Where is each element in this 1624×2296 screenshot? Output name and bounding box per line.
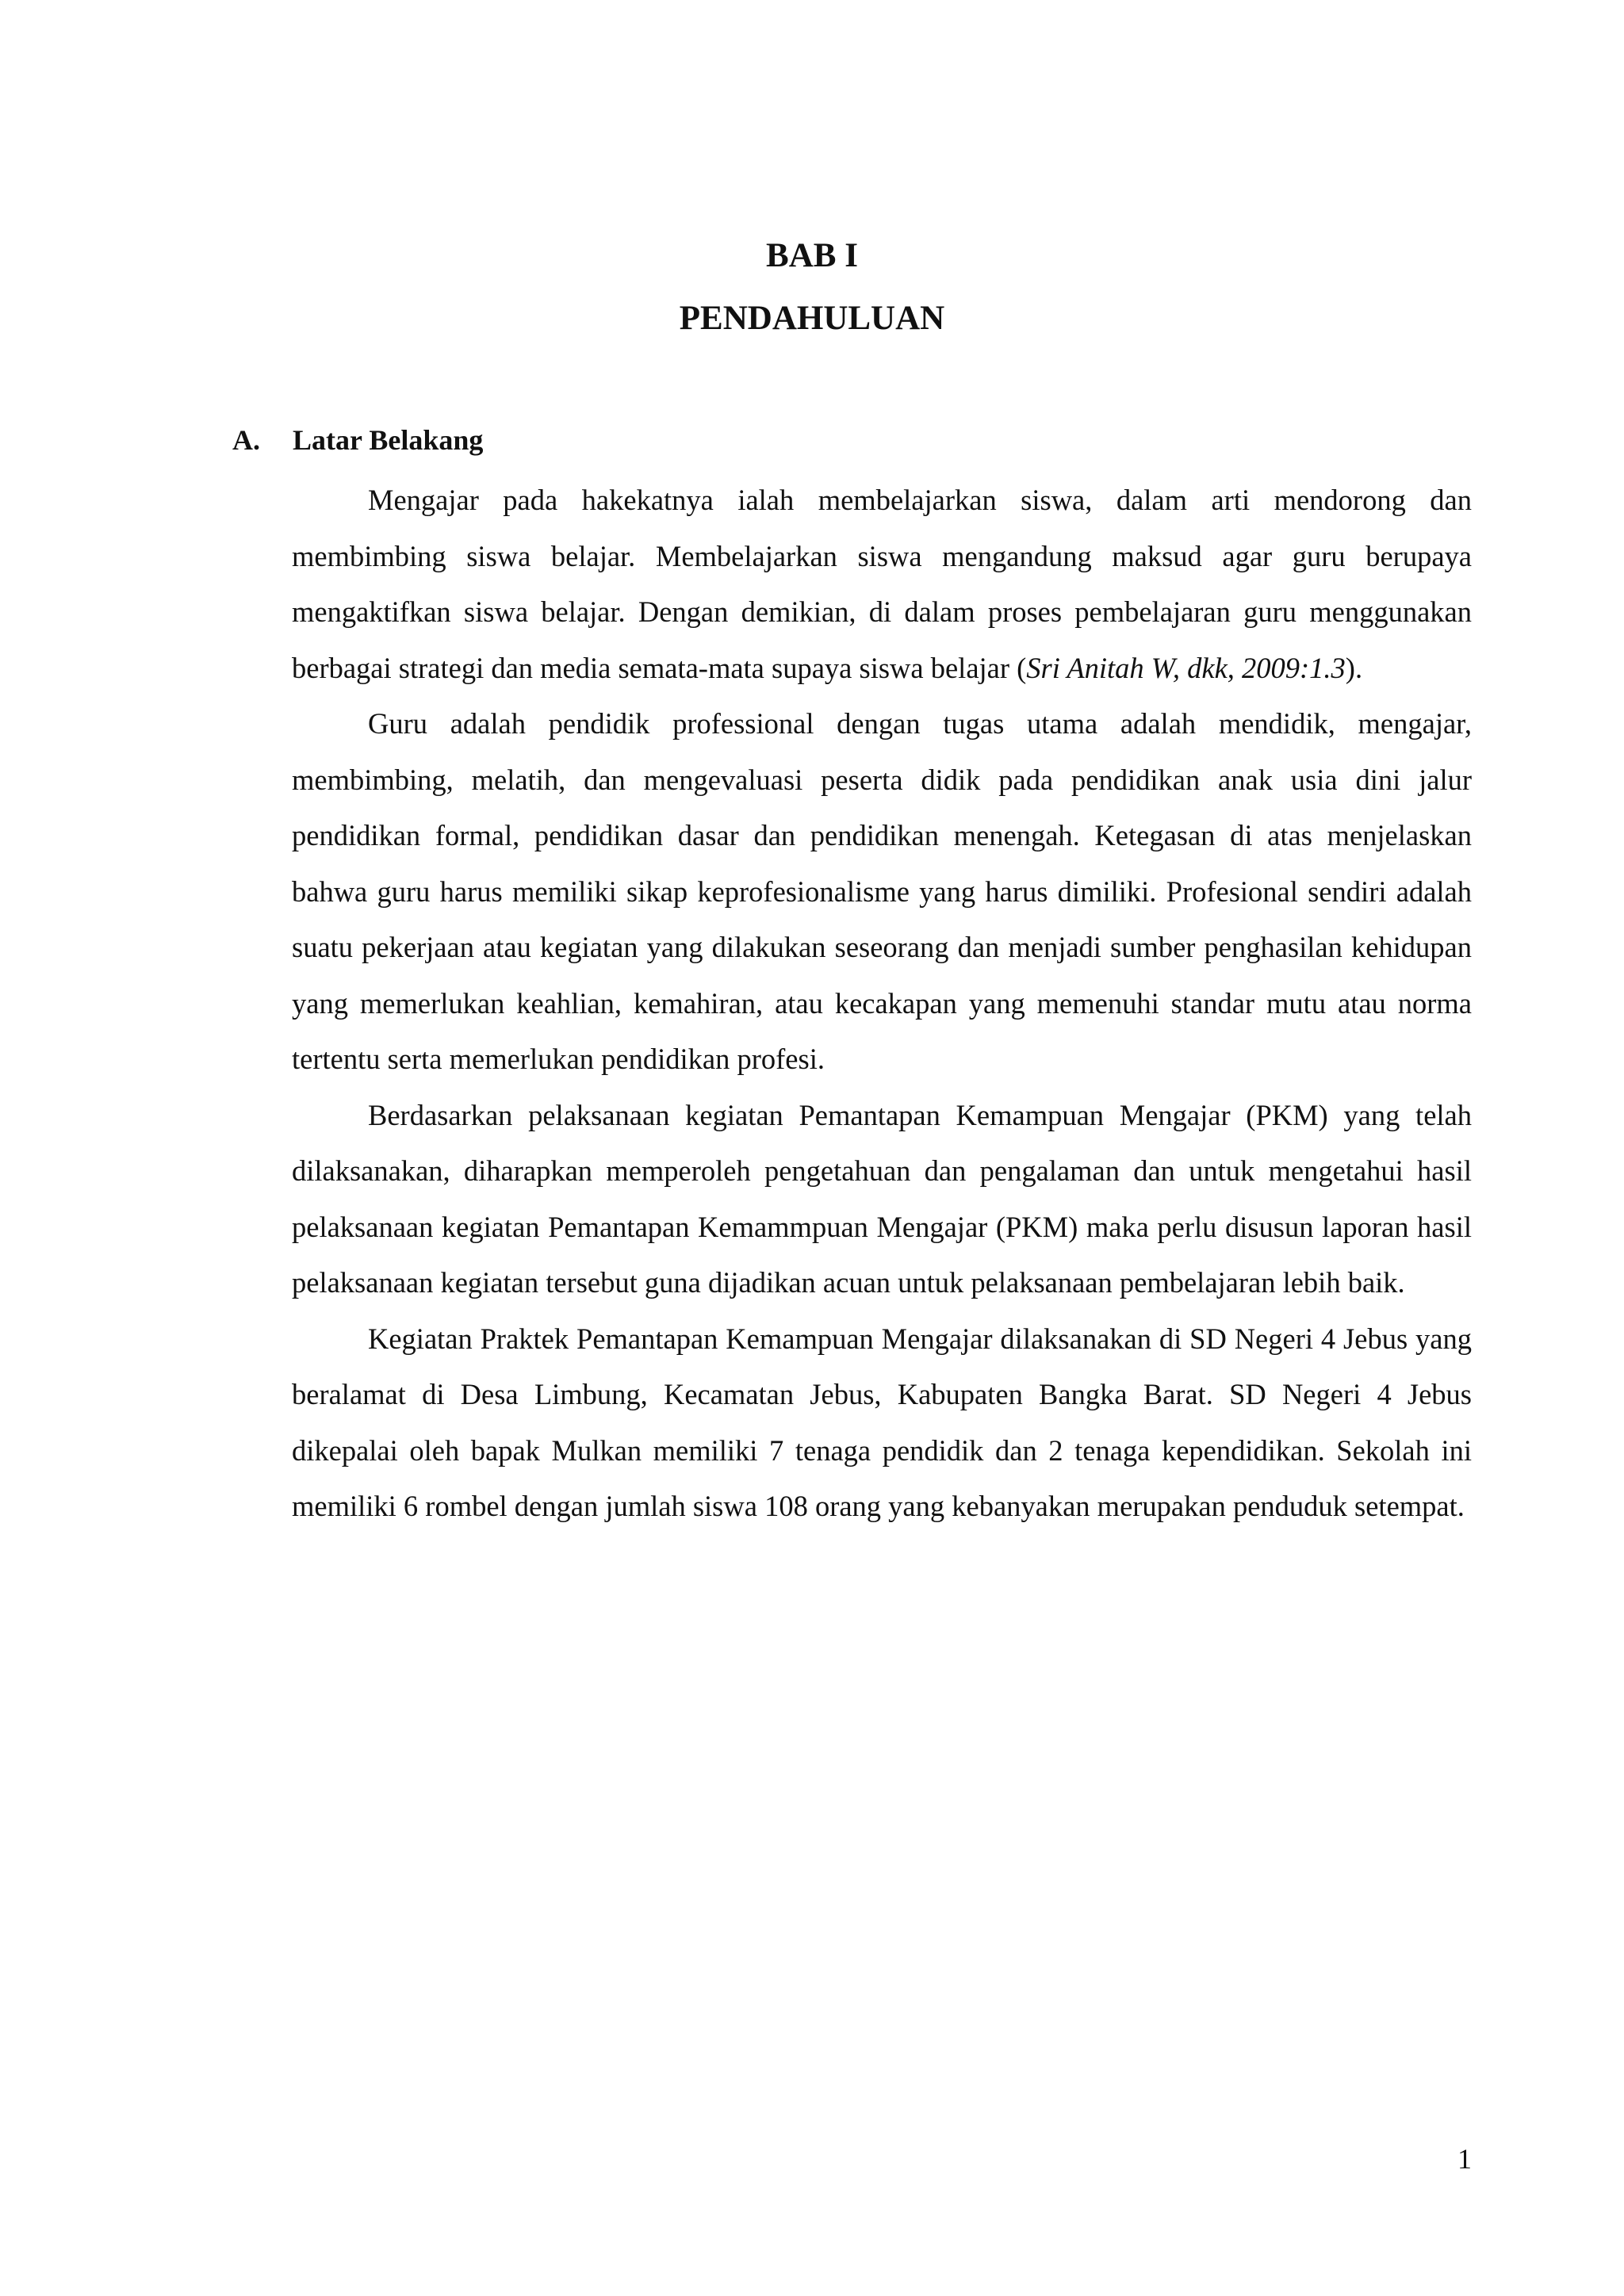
paragraph-1 [292,473,1472,696]
paragraph-4: Kegiatan Praktek Pemantapan Kemampuan Mengajar dilaksanakan di SD Negeri 4 Jebus yang beralamat di Desa Limbung, Kecamatan Jebus, Kabupaten Bangka Barat. SD Negeri 4 Jebus dikepalai oleh bapak Mulkan memiliki 7 tenaga pendidik dan 2 tenaga kependidikan. Sekolah ini memiliki 6 rombel dengan jumlah siswa 108 orang yang kebanyakan merupakan penduduk setempat. [292,1322,1472,1522]
paragraph-1-end: ). [1345,651,1363,684]
chapter-title: PENDAHULUAN [679,300,945,337]
citation: Sri Anitah W, dkk, 2009:1.3 [1026,651,1346,684]
page-number: 1 [1457,2143,1472,2175]
paragraph-2: Guru adalah pendidik professional dengan tugas utama adalah mendidik, mengajar, membimbing, melatih, dan mengevaluasi peserta didik pada pendidikan anak usia dini jalur pendidikan formal, pendidikan dasar dan pendidikan menengah. Ketegasan di atas menjelaskan bahwa guru harus memiliki sikap keprofesionalisme yang harus dimiliki. Profesional sendiri adalah suatu pekerjaan atau kegiatan yang dilakukan seseorang dan menjadi sumber penghasilan kehidupan yang memerlukan keahlian, kemahiran, atau kecakapan yang memenuhi standar mutu atau norma tertentu serta memerlukan pendidikan profesi. [292,707,1472,1075]
paragraph-1-text: Mengajar pada hakekatnya ialah membelajarkan siswa, dalam arti mendorong dan membimbing siswa belajar. Membelajarkan siswa mengandung maksud agar guru berupaya mengaktifkan siswa belajar. Dengan demikian, di dalam proses pembelajaran guru menggunakan berbagai strategi dan media semata-mata supaya siswa belajar ( [292,484,1472,684]
paragraph-3: Berdasarkan pelaksanaan kegiatan Pemantapan Kemampuan Mengajar (PKM) yang telah dilaksanakan, diharapkan memperoleh pengetahuan dan pengalaman dan untuk mengetahui hasil pelaksanaan kegiatan Pemantapan Kemammpuan Mengajar (PKM) maka perlu disusun laporan hasil pelaksanaan kegiatan tersebut guna dijadikan acuan untuk pelaksanaan pembelajaran lebih baik. [292,1098,1472,1299]
section-title: Latar Belakang [293,424,484,456]
section-heading [232,423,483,457]
chapter-number: BAB I [766,237,858,274]
body-text [292,473,1472,1535]
section-letter: A. [232,424,260,456]
